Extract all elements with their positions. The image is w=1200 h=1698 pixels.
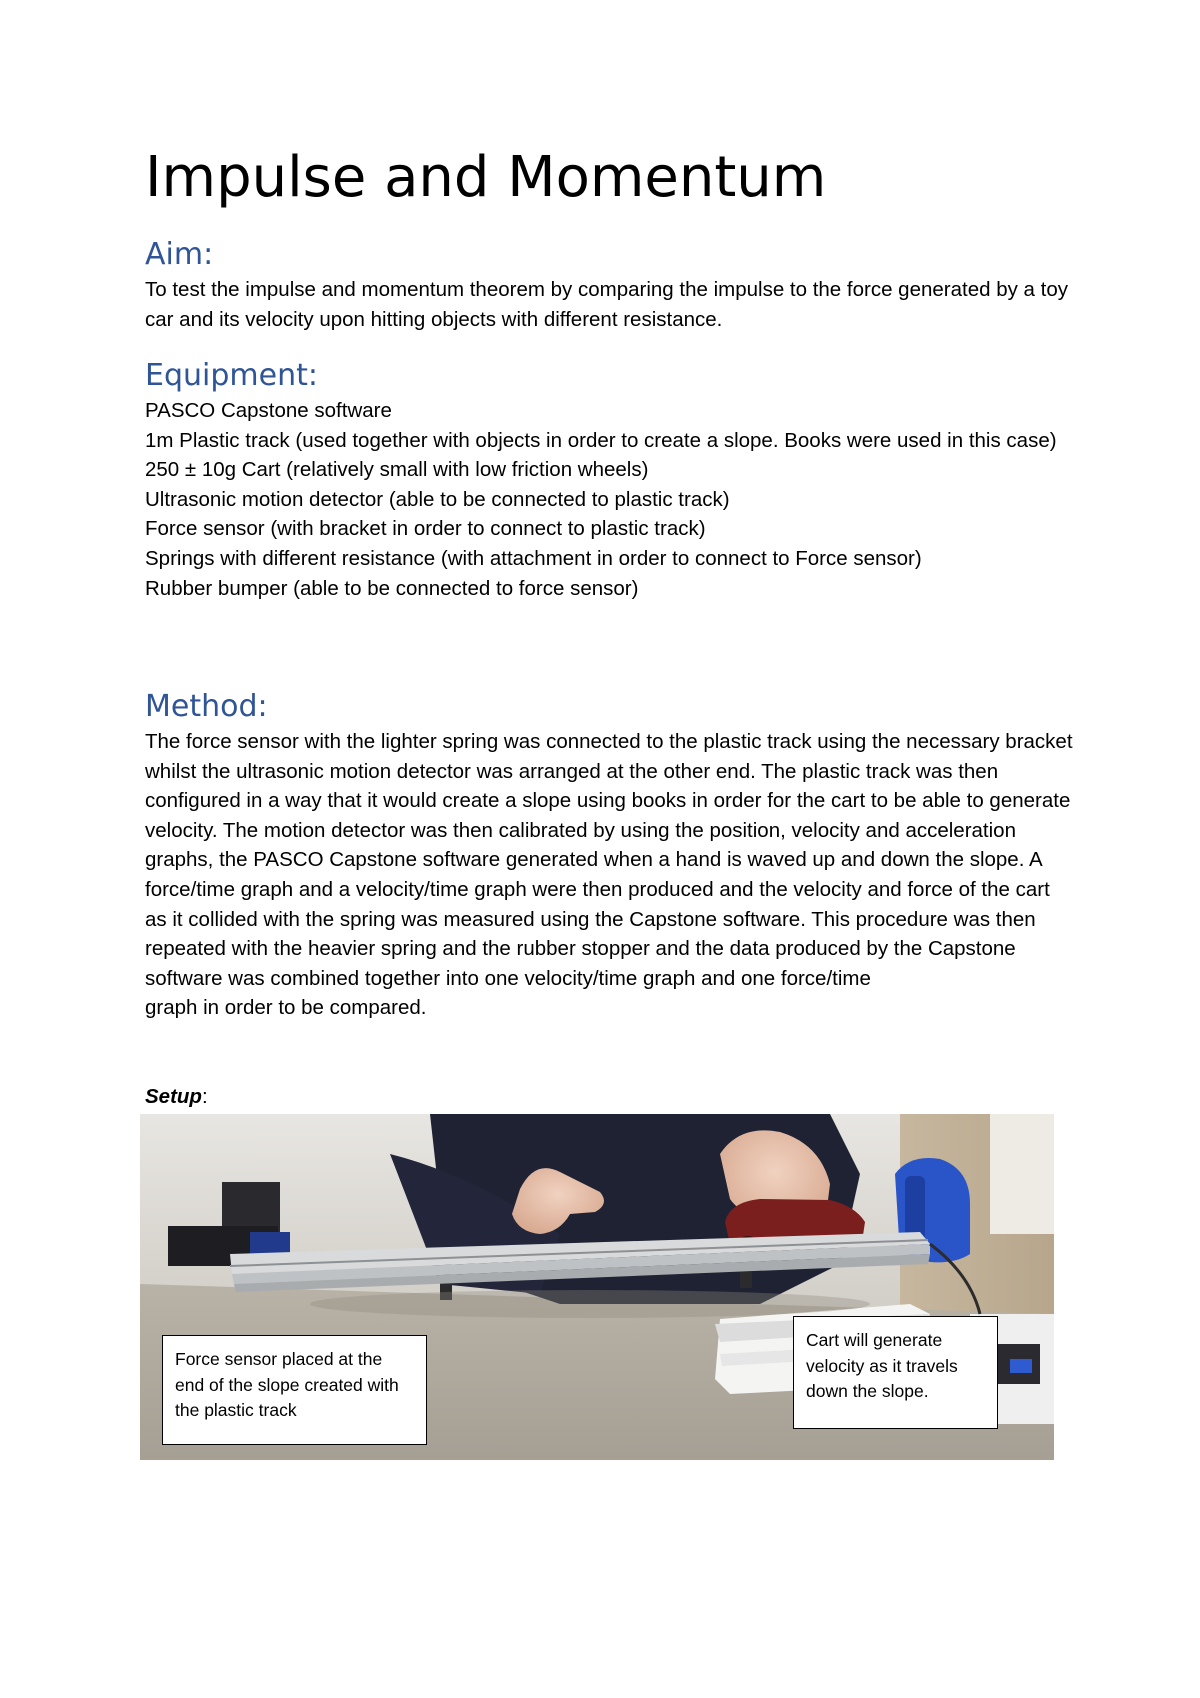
aim-text: To test the impulse and momentum theorem by comparing the impulse to the force generated by a toy car and its velocity upon hitting objects with different resistance.: [145, 278, 1068, 331]
equipment-list: [145, 396, 1075, 603]
aim-heading: Aim:: [145, 237, 214, 272]
document-title: Impulse and Momentum: [145, 145, 827, 210]
callout-cart: Cart will generate velocity as it travels down the slope.: [793, 1316, 998, 1429]
method-paragraph-end: graph in order to be compared.: [145, 996, 427, 1020]
method-text: [145, 727, 1075, 1023]
method-paragraph: The force sensor with the lighter spring was connected to the plastic track using the necessary bracket whilst the ultrasonic motion detector was arranged at the other end. The plastic track was then configured in a way that it would create a slope using books in order for the cart to be able to generate velocity. The motion detector was then calibrated by using the position, velocity and acceleration graphs, the PASCO Capstone software generated when a hand is waved up and down the slope. A force/time graph and a velocity/time graph were then produced and the velocity and force of the cart as it collided with the spring was measured using the Capstone software. This procedure was then repeated with the heavier spring and the rubber stopper and the data produced by the Capstone software was combined together into one velocity/time graph and one force/time: [145, 730, 1073, 990]
equipment-item: 250 ± 10g Cart (relatively small with low friction wheels): [145, 458, 649, 482]
setup-label-text: Setup: [145, 1085, 202, 1108]
method-heading: Method:: [145, 689, 268, 724]
setup-label-colon: :: [201, 1085, 208, 1108]
equipment-item: Springs with different resistance (with attachment in order to connect to Force sensor): [145, 546, 922, 570]
equipment-item: 1m Plastic track (used together with objects in order to create a slope. Books were used in this case): [145, 428, 1057, 452]
setup-label: [145, 1082, 208, 1111]
callout-force-sensor: Force sensor placed at the end of the slope created with the plastic track: [162, 1335, 427, 1445]
equipment-item: Force sensor (with bracket in order to connect to plastic track): [145, 517, 706, 541]
equipment-item: Rubber bumper (able to be connected to force sensor): [145, 576, 639, 600]
equipment-item: Ultrasonic motion detector (able to be connected to plastic track): [145, 487, 730, 511]
equipment-heading: Equipment:: [145, 358, 318, 393]
equipment-item: PASCO Capstone software: [145, 399, 392, 422]
